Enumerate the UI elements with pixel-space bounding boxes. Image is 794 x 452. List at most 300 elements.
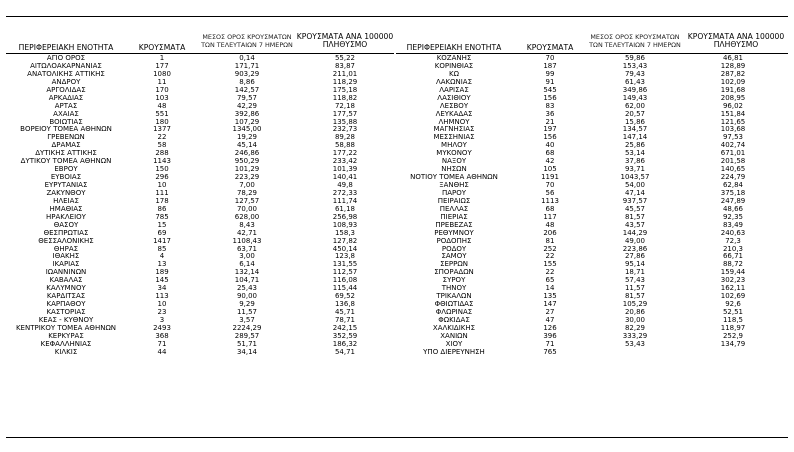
cases-value: 105: [543, 166, 557, 174]
table-row: [394, 309, 782, 317]
cases-value: 126: [543, 324, 557, 332]
per100k-value: 242,15: [332, 324, 358, 332]
avg7-value: 3,57: [239, 316, 255, 324]
per100k-value: 89,28: [334, 134, 356, 142]
cases-value: 47: [545, 316, 555, 324]
region-name: ΠΕΛΛΑΣ: [439, 205, 469, 213]
per100k-value: 175,18: [332, 86, 358, 94]
cases-value: 156: [543, 94, 557, 102]
avg7-value: 246,86: [234, 150, 260, 158]
per100k-value: 162,11: [720, 285, 746, 293]
per100k-value: 49,8: [337, 182, 353, 189]
per100k-value: 134,79: [720, 340, 746, 348]
cases-value: 44: [157, 348, 167, 356]
per100k-value: 54,71: [334, 348, 356, 356]
avg7-value: 82,29: [624, 324, 646, 332]
per100k-value: 83,87: [334, 62, 356, 70]
table-row: [6, 246, 394, 254]
avg7-value: 93,71: [624, 166, 646, 174]
table-row: [6, 214, 394, 222]
table-row: [394, 158, 782, 166]
per100k-value: 191,68: [720, 86, 746, 94]
table-row: [6, 222, 394, 230]
per100k-value: 97,53: [722, 134, 744, 142]
per100k-value: [684, 349, 782, 357]
cases-value: 56: [545, 189, 555, 197]
per100k-value: 177,22: [332, 150, 358, 158]
per100k-value: 62,84: [722, 182, 744, 189]
table-row: [6, 87, 394, 95]
region-name: ΣΥΡΟΥ: [442, 277, 466, 285]
per100k-value: 66,71: [722, 253, 744, 261]
table-row: [394, 277, 782, 285]
avg7-value: 134,57: [622, 126, 648, 134]
table-row: [6, 103, 394, 111]
per100k-value: 46,81: [722, 55, 744, 62]
table-row: [394, 349, 782, 357]
per100k-value: 118,29: [332, 78, 358, 86]
avg7-value: 42,29: [236, 102, 258, 110]
region-name: ΑΓΙΟ ΟΡΟΣ: [46, 55, 86, 62]
avg7-value: 2224,29: [232, 324, 262, 332]
per100k-value: 92,35: [722, 213, 744, 221]
cases-value: 1080: [153, 70, 171, 78]
region-name: ΚΟΖΑΝΗΣ: [436, 55, 472, 62]
header-per100k-right: ΚΡΟΥΣΜΑΤΑ ΑΝΑ 100000 ΠΛΗΘΥΣΜΟ: [687, 32, 785, 49]
cases-value: 85: [157, 245, 167, 253]
avg7-value: 49,00: [624, 237, 646, 245]
cases-value: 135: [543, 293, 557, 301]
table-row: [6, 111, 394, 119]
region-name: ΞΑΝΘΗΣ: [439, 182, 469, 189]
per100k-value: 671,01: [720, 150, 746, 158]
cases-value: 15: [157, 221, 167, 229]
table-left-column: [6, 55, 394, 357]
per100k-value: 224,79: [720, 174, 746, 182]
per100k-value: 135,88: [332, 118, 358, 126]
per100k-value: 116,08: [332, 277, 358, 285]
table-row: [6, 126, 394, 134]
table-row: [394, 150, 782, 158]
avg7-value: 70,00: [236, 205, 258, 213]
header-region-left: ΠΕΡΙΦΕΡΕΙΑΚΗ ΕΝΟΤΗΤΑ: [18, 43, 114, 52]
region-name: ΗΛΕΙΑΣ: [53, 197, 79, 205]
cases-value: 10: [157, 301, 167, 309]
header-region-right: ΠΕΡΙΦΕΡΕΙΑΚΗ ΕΝΟΤΗΤΑ: [406, 43, 502, 52]
region-name: ΚΑΡΠΑΘΟΥ: [46, 301, 86, 309]
table-row: [394, 63, 782, 71]
region-name: ΒΟΙΩΤΙΑΣ: [49, 118, 83, 126]
region-name: ΕΥΡΥΤΑΝΙΑΣ: [44, 182, 88, 189]
table-row: [394, 190, 782, 198]
table-row: [394, 206, 782, 214]
region-name: ΕΥΒΟΙΑΣ: [50, 174, 82, 182]
cases-value: 42: [545, 158, 555, 166]
region-name: ΑΡΓΟΛΙΔΑΣ: [46, 86, 86, 94]
avg7-value: 153,43: [622, 62, 648, 70]
table-row: [394, 95, 782, 103]
table-row: [6, 150, 394, 158]
region-name: ΘΕΣΣΑΛΟΝΙΚΗΣ: [38, 237, 94, 245]
cases-value: 14: [545, 285, 555, 293]
table-row: [394, 253, 782, 261]
cases-value: 103: [155, 94, 169, 102]
cases-value: 22: [545, 269, 555, 277]
cases-value: 68: [545, 150, 555, 158]
per100k-value: 72,18: [334, 102, 356, 110]
table-right-column: [394, 55, 782, 357]
region-name: ΑΙΤΩΛΟΑΚΑΡΝΑΝΙΑΣ: [30, 62, 102, 70]
region-name: ΜΥΚΟΝΟΥ: [436, 150, 472, 158]
cases-value: 150: [155, 166, 169, 174]
per100k-value: 69,52: [334, 293, 356, 301]
cases-value: 178: [155, 197, 169, 205]
cases-value: 22: [157, 134, 167, 142]
table-row: [394, 126, 782, 134]
region-name: ΣΕΡΡΩΝ: [440, 261, 468, 269]
region-name: ΑΡΚΑΔΙΑΣ: [48, 94, 84, 102]
avg7-value: 101,29: [234, 166, 260, 174]
avg7-value: 1108,43: [232, 237, 262, 245]
table-row: [6, 166, 394, 174]
avg7-value: 0,14: [239, 55, 255, 62]
cases-value: 86: [157, 205, 167, 213]
table-row: [6, 142, 394, 150]
cases-value: 13: [157, 261, 167, 269]
table-row: [6, 119, 394, 127]
table-row: [6, 325, 394, 333]
avg7-value: 349,86: [622, 86, 648, 94]
avg7-value: 19,29: [236, 134, 258, 142]
per100k-value: 118,82: [332, 94, 358, 102]
region-name: ΧΑΛΚΙΔΙΚΗΣ: [432, 324, 476, 332]
avg7-value: 59,86: [624, 55, 646, 62]
avg7-value: 9,29: [239, 301, 255, 309]
cases-value: 111: [155, 189, 169, 197]
avg7-value: 127,57: [234, 197, 260, 205]
avg7-value: 25,86: [624, 142, 646, 150]
region-name: ΚΟΡΙΝΘΙΑΣ: [434, 62, 474, 70]
cases-value: 147: [543, 301, 557, 309]
table-row: [394, 103, 782, 111]
table-row: [6, 79, 394, 87]
region-name: ΕΒΡΟΥ: [54, 166, 78, 174]
per100k-value: 92,6: [725, 301, 741, 309]
table-row: [394, 246, 782, 254]
header-avg-left: ΜΕΣΟΣ ΟΡΟΣ ΚΡΟΥΣΜΑΤΩΝ ΤΩΝ ΤΕΛΕΥΤΑΙΩΝ 7 ΗΜΕΡΩΝ: [201, 33, 293, 49]
per100k-value: 201,58: [720, 158, 746, 166]
table-row: [394, 174, 782, 182]
table-row: [6, 317, 394, 325]
cases-value: 206: [543, 229, 557, 237]
region-name: ΗΡΑΚΛΕΙΟΥ: [46, 213, 86, 221]
table-row: [394, 317, 782, 325]
per100k-value: 232,73: [332, 126, 358, 134]
cases-value: 91: [545, 78, 555, 86]
region-name: ΑΝΑΤΟΛΙΚΗΣ ΑΤΤΙΚΗΣ: [27, 70, 105, 78]
avg7-value: 78,29: [236, 189, 258, 197]
region-name: ΡΟΔΟΠΗΣ: [436, 237, 472, 245]
per100k-value: 233,42: [332, 158, 358, 166]
region-name: ΓΡΕΒΕΝΩΝ: [47, 134, 85, 142]
avg7-value: 53,43: [624, 340, 646, 348]
per100k-value: 102,69: [720, 293, 746, 301]
cases-value: 296: [155, 174, 169, 182]
table-row: [394, 142, 782, 150]
region-name: ΣΑΜΟΥ: [441, 253, 467, 261]
header-avg-right: ΜΕΣΟΣ ΟΡΟΣ ΚΡΟΥΣΜΑΤΩΝ ΤΩΝ ΤΕΛΕΥΤΑΙΩΝ 7 ΗΜΕΡΩΝ: [589, 33, 681, 49]
region-name: ΗΜΑΘΙΑΣ: [49, 205, 83, 213]
table-row: [6, 309, 394, 317]
table-row: [6, 71, 394, 79]
table-top-rule: [6, 16, 788, 17]
table-row: [6, 190, 394, 198]
per100k-value: 112,57: [332, 269, 358, 277]
cases-value: 22: [545, 253, 555, 261]
per100k-value: 131,55: [332, 261, 358, 269]
per100k-value: 83,49: [722, 221, 744, 229]
avg7-value: 223,86: [622, 245, 648, 253]
avg7-value: 20,57: [624, 110, 646, 118]
per100k-value: 208,95: [720, 94, 746, 102]
cases-value: 68: [545, 205, 555, 213]
region-name: ΤΡΙΚΑΛΩΝ: [436, 293, 472, 301]
per100k-value: 118,97: [720, 324, 746, 332]
cases-value: 48: [157, 102, 167, 110]
table-row: [6, 277, 394, 285]
cases-value: 65: [545, 277, 555, 285]
avg7-value: 8,86: [239, 78, 255, 86]
region-name: ΘΗΡΑΣ: [53, 245, 79, 253]
cases-value: 81: [545, 237, 555, 245]
cases-value: 765: [543, 348, 557, 356]
cases-value: 545: [543, 86, 557, 94]
avg7-value: 3,00: [239, 253, 255, 261]
per100k-value: 151,84: [720, 110, 746, 118]
table-row: [6, 158, 394, 166]
region-name: ΖΑΚΥΝΘΟΥ: [46, 189, 86, 197]
region-name: ΝΗΣΩΝ: [441, 166, 467, 174]
region-name: ΛΗΜΝΟΥ: [438, 118, 470, 126]
table-row: [6, 174, 394, 182]
region-name: ΡΟΔΟΥ: [441, 245, 467, 253]
per100k-value: 102,09: [720, 78, 746, 86]
table-row: [394, 230, 782, 238]
table-row: [394, 134, 782, 142]
cases-value: 189: [155, 269, 169, 277]
cases-value: 177: [155, 62, 169, 70]
per100k-value: 127,82: [332, 237, 358, 245]
per100k-value: 210,3: [722, 245, 744, 253]
per100k-value: 375,18: [720, 189, 746, 197]
cases-value: 1: [159, 55, 165, 62]
cases-value: 117: [543, 213, 557, 221]
avg7-value: 628,00: [234, 213, 260, 221]
header-per100k-left: ΚΡΟΥΣΜΑΤΑ ΑΝΑ 100000 ΠΛΗΘΥΣΜΟ: [296, 32, 394, 49]
per100k-value: 78,71: [334, 316, 356, 324]
region-name: ΤΗΝΟΥ: [441, 285, 467, 293]
table-row: [6, 269, 394, 277]
cases-value: 10: [157, 182, 167, 189]
region-name: ΥΠΟ ΔΙΕΡΕΥΝΗΣΗ: [423, 348, 485, 356]
avg7-value: 8,43: [239, 221, 255, 229]
avg7-value: 37,86: [624, 158, 646, 166]
avg7-value: 81,57: [624, 293, 646, 301]
per100k-value: 96,02: [722, 102, 744, 110]
table-row: [394, 87, 782, 95]
region-name: ΔΡΑΜΑΣ: [51, 142, 81, 150]
region-name: ΝΟΤΙΟΥ ΤΟΜΕΑ ΑΘΗΝΩΝ: [410, 174, 498, 182]
per100k-value: 256,98: [332, 213, 358, 221]
table-row: [6, 134, 394, 142]
per100k-value: 128,89: [720, 62, 746, 70]
region-name: ΦΛΩΡΙΝΑΣ: [435, 309, 473, 316]
per100k-value: 177,57: [332, 110, 358, 118]
table-row: [6, 182, 394, 190]
per100k-value: 118,5: [722, 316, 744, 324]
region-name: ΑΝΔΡΟΥ: [51, 78, 81, 86]
table-row: [6, 198, 394, 206]
header-rule-left: [6, 53, 394, 54]
table-row: [394, 182, 782, 190]
cases-value: 36: [545, 110, 555, 118]
per100k-value: 352,59: [332, 332, 358, 340]
avg7-value: 1043,57: [620, 174, 650, 182]
avg7-value: 149,43: [622, 94, 648, 102]
region-name: ΚΑΣΤΟΡΙΑΣ: [46, 309, 86, 316]
table-row: [6, 206, 394, 214]
region-name: ΚΕΝΤΡΙΚΟΥ ΤΟΜΕΑ ΑΘΗΝΩΝ: [15, 324, 117, 332]
per100k-value: 111,74: [332, 197, 358, 205]
cases-value: 4: [159, 253, 165, 261]
cases-value: 3: [159, 316, 165, 324]
region-name: ΚΕΦΑΛΛΗΝΙΑΣ: [40, 340, 92, 348]
per100k-value: 121,65: [720, 118, 746, 126]
cases-value: 785: [155, 213, 169, 221]
cases-value: 71: [545, 340, 555, 348]
cases-value: 1417: [153, 237, 171, 245]
region-name: ΚΑΡΔΙΤΣΑΣ: [46, 293, 86, 301]
cases-value: 1191: [541, 174, 559, 182]
avg7-value: 18,71: [624, 269, 646, 277]
table-row: [394, 261, 782, 269]
header-cases-right: ΚΡΟΥΣΜΑΤΑ: [526, 43, 574, 52]
per100k-value: 240,63: [720, 229, 746, 237]
region-name: ΛΕΣΒΟΥ: [439, 102, 469, 110]
region-name: ΦΩΚΙΔΑΣ: [438, 316, 470, 324]
cases-value: 58: [157, 142, 167, 150]
region-name: ΠΑΡΟΥ: [441, 189, 467, 197]
table-row: [394, 285, 782, 293]
avg7-value: 79,43: [624, 70, 646, 78]
cases-value: 145: [155, 277, 169, 285]
region-name: ΛΑΚΩΝΙΑΣ: [435, 78, 473, 86]
avg7-value: 95,14: [624, 261, 646, 269]
table-row: [6, 341, 394, 349]
per100k-value: 211,01: [332, 70, 358, 78]
table-row: [394, 333, 782, 341]
avg7-value: 42,71: [236, 229, 258, 237]
per100k-value: 52,51: [722, 309, 744, 316]
region-name: ΔΥΤΙΚΟΥ ΤΟΜΕΑ ΑΘΗΝΩΝ: [20, 158, 112, 166]
avg7-value: 289,57: [234, 332, 260, 340]
region-name: ΚΑΛΥΜΝΟΥ: [46, 285, 86, 293]
region-name: ΛΑΡΙΣΑΣ: [439, 86, 469, 94]
cases-value: 99: [545, 70, 555, 78]
table-row: [394, 325, 782, 333]
per100k-value: 158,3: [334, 229, 356, 237]
avg7-value: 15,86: [624, 118, 646, 126]
avg7-value: 25,43: [236, 285, 258, 293]
avg7-value: 61,43: [624, 78, 646, 86]
region-name: ΚΩ: [449, 70, 459, 78]
avg7-value: 147,14: [622, 134, 648, 142]
region-name: ΜΕΣΣΗΝΙΑΣ: [433, 134, 475, 142]
per100k-value: 55,22: [334, 55, 356, 62]
cases-value: 170: [155, 86, 169, 94]
avg7-value: 392,86: [234, 110, 260, 118]
cases-value: 1377: [153, 126, 171, 134]
cases-value: 23: [157, 309, 167, 316]
table-row: [394, 214, 782, 222]
region-name: ΙΘΑΚΗΣ: [52, 253, 80, 261]
avg7-value: 937,57: [622, 197, 648, 205]
per100k-value: 103,68: [720, 126, 746, 134]
table-row: [394, 301, 782, 309]
per100k-value: 88,72: [722, 261, 744, 269]
region-name: ΚΕΡΚΥΡΑΣ: [48, 332, 84, 340]
avg7-value: 57,43: [624, 277, 646, 285]
cases-value: 551: [155, 110, 169, 118]
cases-value: 197: [543, 126, 557, 134]
region-name: ΠΕΙΡΑΙΩΣ: [437, 197, 471, 205]
cases-value: 70: [545, 182, 555, 189]
table-row: [394, 341, 782, 349]
table-row: [6, 301, 394, 309]
cases-value: 288: [155, 150, 169, 158]
cases-value: 252: [543, 245, 557, 253]
cases-value: 70: [545, 55, 555, 62]
cases-value: 69: [157, 229, 167, 237]
per100k-value: 140,41: [332, 174, 358, 182]
avg7-value: 51,71: [236, 340, 258, 348]
cases-value: 11: [157, 78, 167, 86]
per100k-value: 101,39: [332, 166, 358, 174]
table-row: [394, 293, 782, 301]
avg7-value: 171,71: [234, 62, 260, 70]
avg7-value: 20,86: [624, 309, 646, 316]
per100k-value: 252,9: [722, 332, 744, 340]
avg7-value: 11,57: [236, 309, 258, 316]
per100k-value: 287,82: [720, 70, 746, 78]
avg7-value: 27,86: [624, 253, 646, 261]
table-row: [394, 269, 782, 277]
avg7-value: 142,57: [234, 86, 260, 94]
cases-value: 396: [543, 332, 557, 340]
table-row: [6, 95, 394, 103]
region-name: ΑΧΑΪΑΣ: [53, 110, 79, 118]
avg7-value: 90,00: [236, 293, 258, 301]
table-row: [394, 166, 782, 174]
table-row: [6, 349, 394, 357]
region-name: ΙΩΑΝΝΙΝΩΝ: [45, 269, 87, 277]
per100k-value: 115,44: [332, 285, 358, 293]
table-row: [6, 253, 394, 261]
table-row: [394, 238, 782, 246]
cases-value: 40: [545, 142, 555, 150]
region-name: ΒΟΡΕΙΟΥ ΤΟΜΕΑ ΑΘΗΝΩΝ: [20, 126, 112, 134]
per100k-value: 247,89: [720, 197, 746, 205]
